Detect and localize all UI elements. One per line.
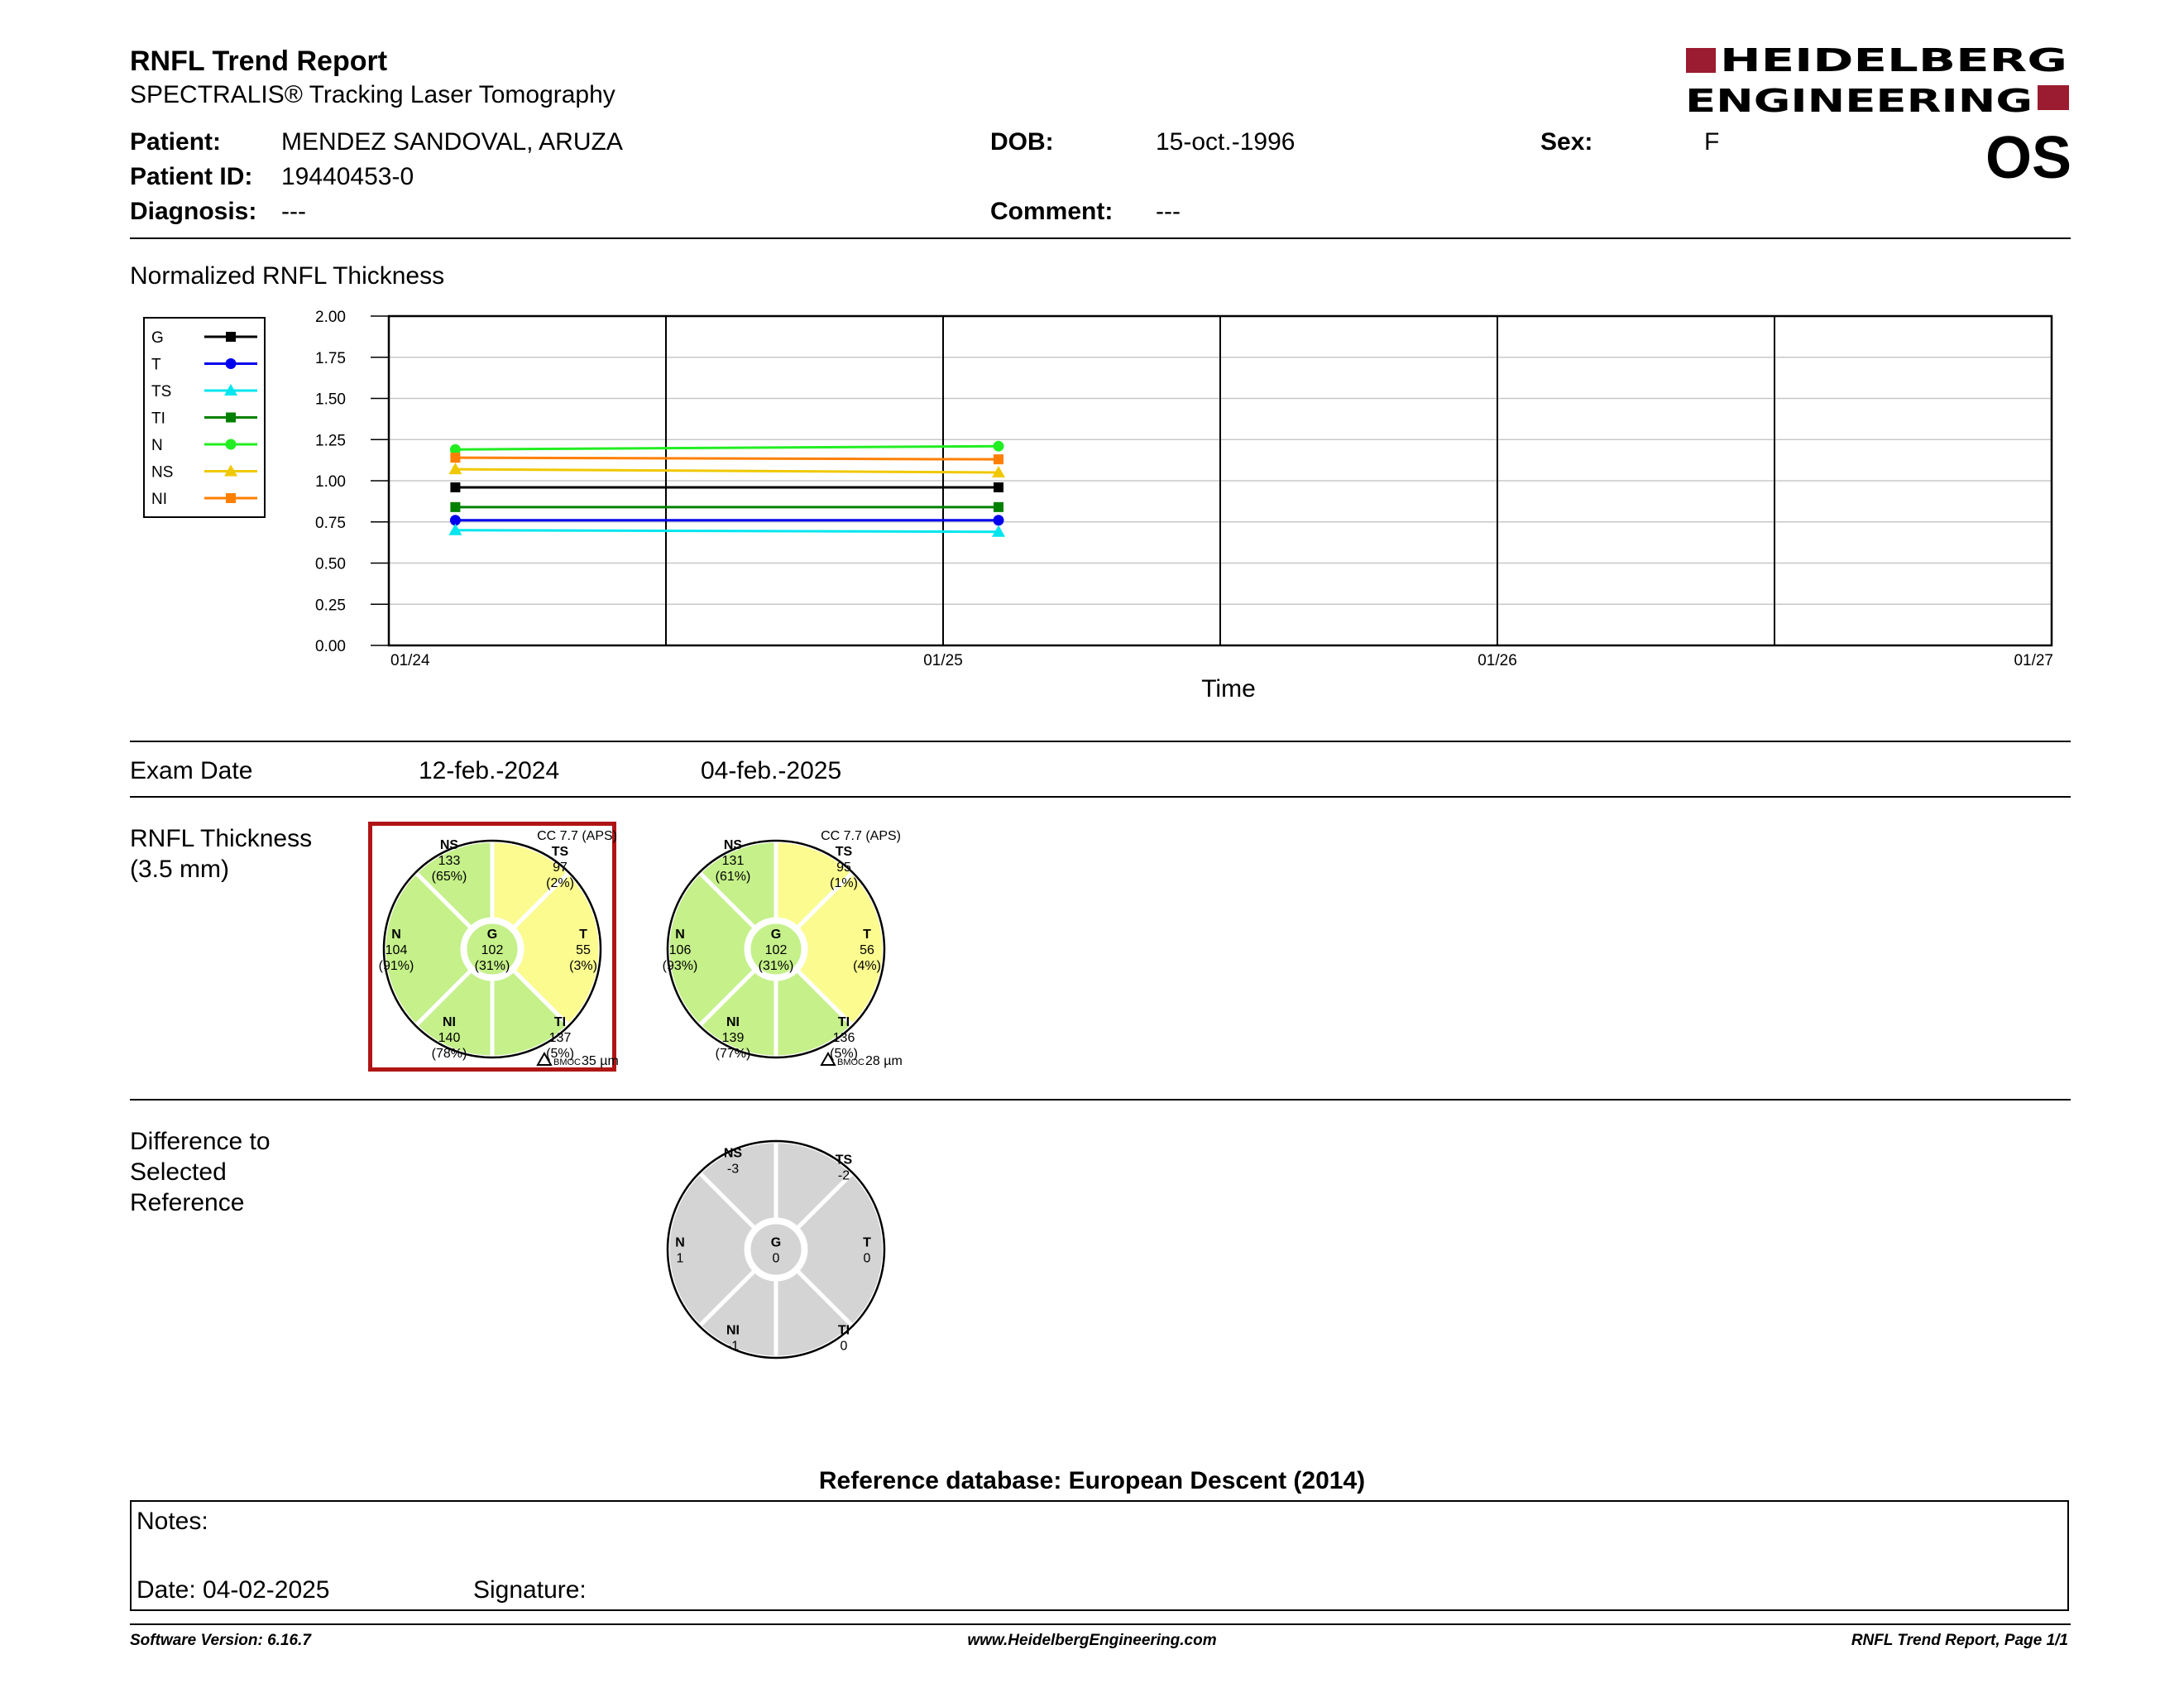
signature-label: Signature: <box>473 1576 587 1604</box>
series-point-T <box>994 515 1004 525</box>
series-point-TI <box>450 502 460 512</box>
sector-label-G: 102 <box>481 943 504 957</box>
exam-date-divider <box>130 796 2071 798</box>
sector-label-TI: (5%) <box>830 1047 858 1061</box>
sector-label-NI: 139 <box>721 1031 745 1045</box>
sector-label-NS: NS <box>723 1146 743 1161</box>
series-line-NS <box>455 469 999 472</box>
rnfl-plot-exam-1 <box>372 823 620 1072</box>
logo-square-top <box>1686 48 1716 73</box>
legend-label-T: T <box>151 356 161 374</box>
eye-side: OS <box>1985 125 2072 191</box>
sector-label-NS: 133 <box>438 854 461 868</box>
sector-label-T: 0 <box>863 1251 871 1266</box>
report-title: RNFL Trend Report <box>130 46 388 77</box>
bmoc-value: 28 µm <box>865 1054 903 1068</box>
footer-divider <box>130 1623 2071 1625</box>
series-point-G <box>994 482 1003 492</box>
series-line-TS <box>455 530 999 532</box>
difference-label-1: Difference to <box>130 1128 271 1155</box>
y-tick-label: 0.75 <box>315 514 346 532</box>
sector-label-NI: (78%) <box>431 1047 467 1061</box>
website: www.HeidelbergEngineering.com <box>967 1632 1217 1649</box>
quality-cc: CC 7.7 (APS) <box>821 829 901 843</box>
sector-label-TI: 0 <box>840 1339 848 1354</box>
sector-label-N: 104 <box>385 943 408 957</box>
header-divider <box>130 237 2071 239</box>
bmoc-label: BMOC <box>837 1057 864 1067</box>
notes-label: Notes: <box>136 1508 208 1535</box>
sector-label-TI: 136 <box>832 1031 855 1045</box>
sector-label-G: (31%) <box>758 959 794 973</box>
rnfl-plot-exam-2 <box>656 823 904 1072</box>
sector-label-NI: (77%) <box>715 1047 751 1061</box>
sector-label-TI: (5%) <box>546 1047 574 1061</box>
sex-label: Sex: <box>1540 128 1593 156</box>
thickness-divider <box>130 1099 2071 1101</box>
series-point-TI <box>994 502 1003 512</box>
legend-svg <box>145 319 264 516</box>
legend-marker-T <box>226 358 237 369</box>
diagnosis-label: Diagnosis: <box>130 198 257 225</box>
sector-label-G: G <box>770 928 782 942</box>
sector-label-T: T <box>863 928 871 942</box>
sector-label-TI: 137 <box>548 1031 572 1045</box>
sector-label-NS: NS <box>723 838 743 852</box>
sector-label-T: T <box>863 1235 871 1250</box>
y-tick-label: 0.00 <box>315 638 346 655</box>
sector-label-G: 102 <box>764 943 788 957</box>
sector-label-TS: 95 <box>836 861 851 875</box>
sector-label-G: 0 <box>772 1251 780 1266</box>
sector-label-N: N <box>675 928 685 942</box>
sector-label-NS: (61%) <box>715 870 751 884</box>
patient-label: Patient: <box>130 128 222 156</box>
y-tick-label: 2.00 <box>315 309 346 326</box>
y-tick-label: 0.25 <box>315 597 346 615</box>
heidelberg-logo <box>1684 46 2072 120</box>
legend-label-TI: TI <box>151 410 165 428</box>
difference-label-3: Reference <box>130 1189 245 1216</box>
sector-label-NS: (65%) <box>431 870 467 884</box>
x-tick-label: 01/27 <box>2014 652 2053 669</box>
sector-label-TS: TS <box>551 845 569 859</box>
x-tick-label: 01/25 <box>923 652 963 669</box>
legend-label-G: G <box>151 329 164 347</box>
trend-chart <box>281 306 2068 712</box>
sector-label-G: G <box>486 928 498 942</box>
sector-label-TI: TI <box>837 1015 850 1029</box>
x-tick-label: 01/26 <box>1478 652 1517 669</box>
sector-label-NI: NI <box>443 1015 456 1029</box>
sector-label-NI: NI <box>726 1015 740 1029</box>
chart-divider <box>130 741 2071 742</box>
comment-label: Comment: <box>990 198 1114 225</box>
bmoc-value: 35 µm <box>582 1054 619 1068</box>
bmoc-label: BMOC <box>553 1057 581 1067</box>
sector-label-NS: -3 <box>726 1162 740 1177</box>
report-subtitle: SPECTRALIS® Tracking Laser Tomography <box>130 81 615 108</box>
difference-label-2: Selected <box>130 1158 227 1186</box>
series-point-NI <box>994 454 1003 464</box>
legend-marker-G <box>226 332 236 342</box>
sector-label-G: G <box>770 1235 782 1250</box>
sector-label-T: 55 <box>576 943 591 957</box>
sector-label-T: T <box>579 928 587 942</box>
sector-label-TS: (2%) <box>546 876 574 890</box>
patient-name: MENDEZ SANDOVAL, ARUZA <box>281 128 623 156</box>
sector-label-TS: 97 <box>553 861 568 875</box>
y-tick-label: 1.25 <box>315 432 346 450</box>
legend-marker-N <box>226 439 237 450</box>
legend-label-TS: TS <box>151 383 172 400</box>
sector-label-TS: TS <box>835 845 853 859</box>
x-tick-label: 01/24 <box>390 652 430 669</box>
y-tick-label: 1.50 <box>315 391 346 409</box>
sector-label-T: (4%) <box>853 959 881 973</box>
sector-label-TS: -2 <box>837 1168 850 1183</box>
legend-marker-TI <box>226 413 236 423</box>
patient-id: 19440453-0 <box>281 163 414 190</box>
exam-date-label: Exam Date <box>130 757 253 784</box>
y-tick-label: 1.75 <box>315 349 346 367</box>
notes-box[interactable] <box>130 1500 2069 1611</box>
sector-label-NS: NS <box>439 838 459 852</box>
series-line-NI <box>455 458 999 459</box>
legend-label-NS: NS <box>151 463 174 482</box>
y-tick-label: 1.00 <box>315 473 346 491</box>
sector-label-TI: TI <box>837 1323 850 1338</box>
series-point-NI <box>450 453 460 463</box>
legend-label-N: N <box>151 437 163 454</box>
series-line-N <box>455 446 999 449</box>
sector-label-N: (91%) <box>378 959 414 973</box>
y-tick-label: 0.50 <box>315 555 346 573</box>
exam-date-2: 04-feb.-2025 <box>701 757 842 784</box>
patient-id-label: Patient ID: <box>130 163 253 190</box>
sector-label-N: N <box>675 1235 685 1250</box>
legend-label-NI: NI <box>151 491 167 508</box>
rnfl-diameter-label: (3.5 mm) <box>130 856 229 883</box>
sector-label-N: N <box>391 928 401 942</box>
sector-label-N: 1 <box>676 1251 684 1266</box>
dob-label: DOB: <box>990 128 1054 156</box>
comment-value: --- <box>1156 198 1181 225</box>
series-point-N <box>994 441 1004 452</box>
sector-label-G: (31%) <box>474 959 510 973</box>
sector-label-NI: NI <box>726 1323 740 1338</box>
chart-legend <box>143 317 266 518</box>
notes-date: Date: 04-02-2025 <box>136 1576 330 1604</box>
sector-label-T: 56 <box>860 943 874 957</box>
sector-label-TS: TS <box>835 1153 853 1168</box>
sector-label-N: 106 <box>668 943 692 957</box>
diagnosis-value: --- <box>281 198 306 225</box>
sector-label-TS: (1%) <box>830 876 858 890</box>
logo-square-bottom <box>2038 85 2069 110</box>
rnfl-thickness-label: RNFL Thickness <box>130 825 313 852</box>
sector-label-N: (93%) <box>662 959 698 973</box>
quality-cc: CC 7.7 (APS) <box>537 829 617 843</box>
sector-label-TI: TI <box>553 1015 567 1029</box>
sector-label-T: (3%) <box>569 959 597 973</box>
reference-database: Reference database: European Descent (2014) <box>818 1467 1366 1494</box>
difference-plot <box>656 1129 904 1378</box>
sex-value: F <box>1704 128 1720 156</box>
logo-line-1: HEIDELBERG <box>1720 46 2067 79</box>
exam-date-1: 12-feb.-2024 <box>419 757 560 784</box>
sector-label-NS: 131 <box>721 854 745 868</box>
dob-value: 15-oct.-1996 <box>1156 128 1296 156</box>
series-point-G <box>450 482 460 492</box>
legend-marker-NI <box>226 493 236 503</box>
software-version: Software Version: 6.16.7 <box>130 1632 311 1649</box>
x-axis-label: Time <box>1201 675 1256 703</box>
page-number: RNFL Trend Report, Page 1/1 <box>1851 1632 2068 1649</box>
sector-label-NI: -1 <box>726 1339 740 1354</box>
sector-label-NI: 140 <box>438 1031 461 1045</box>
logo-line-2: ENGINEERING <box>1685 83 2033 119</box>
chart-title: Normalized RNFL Thickness <box>130 262 445 290</box>
